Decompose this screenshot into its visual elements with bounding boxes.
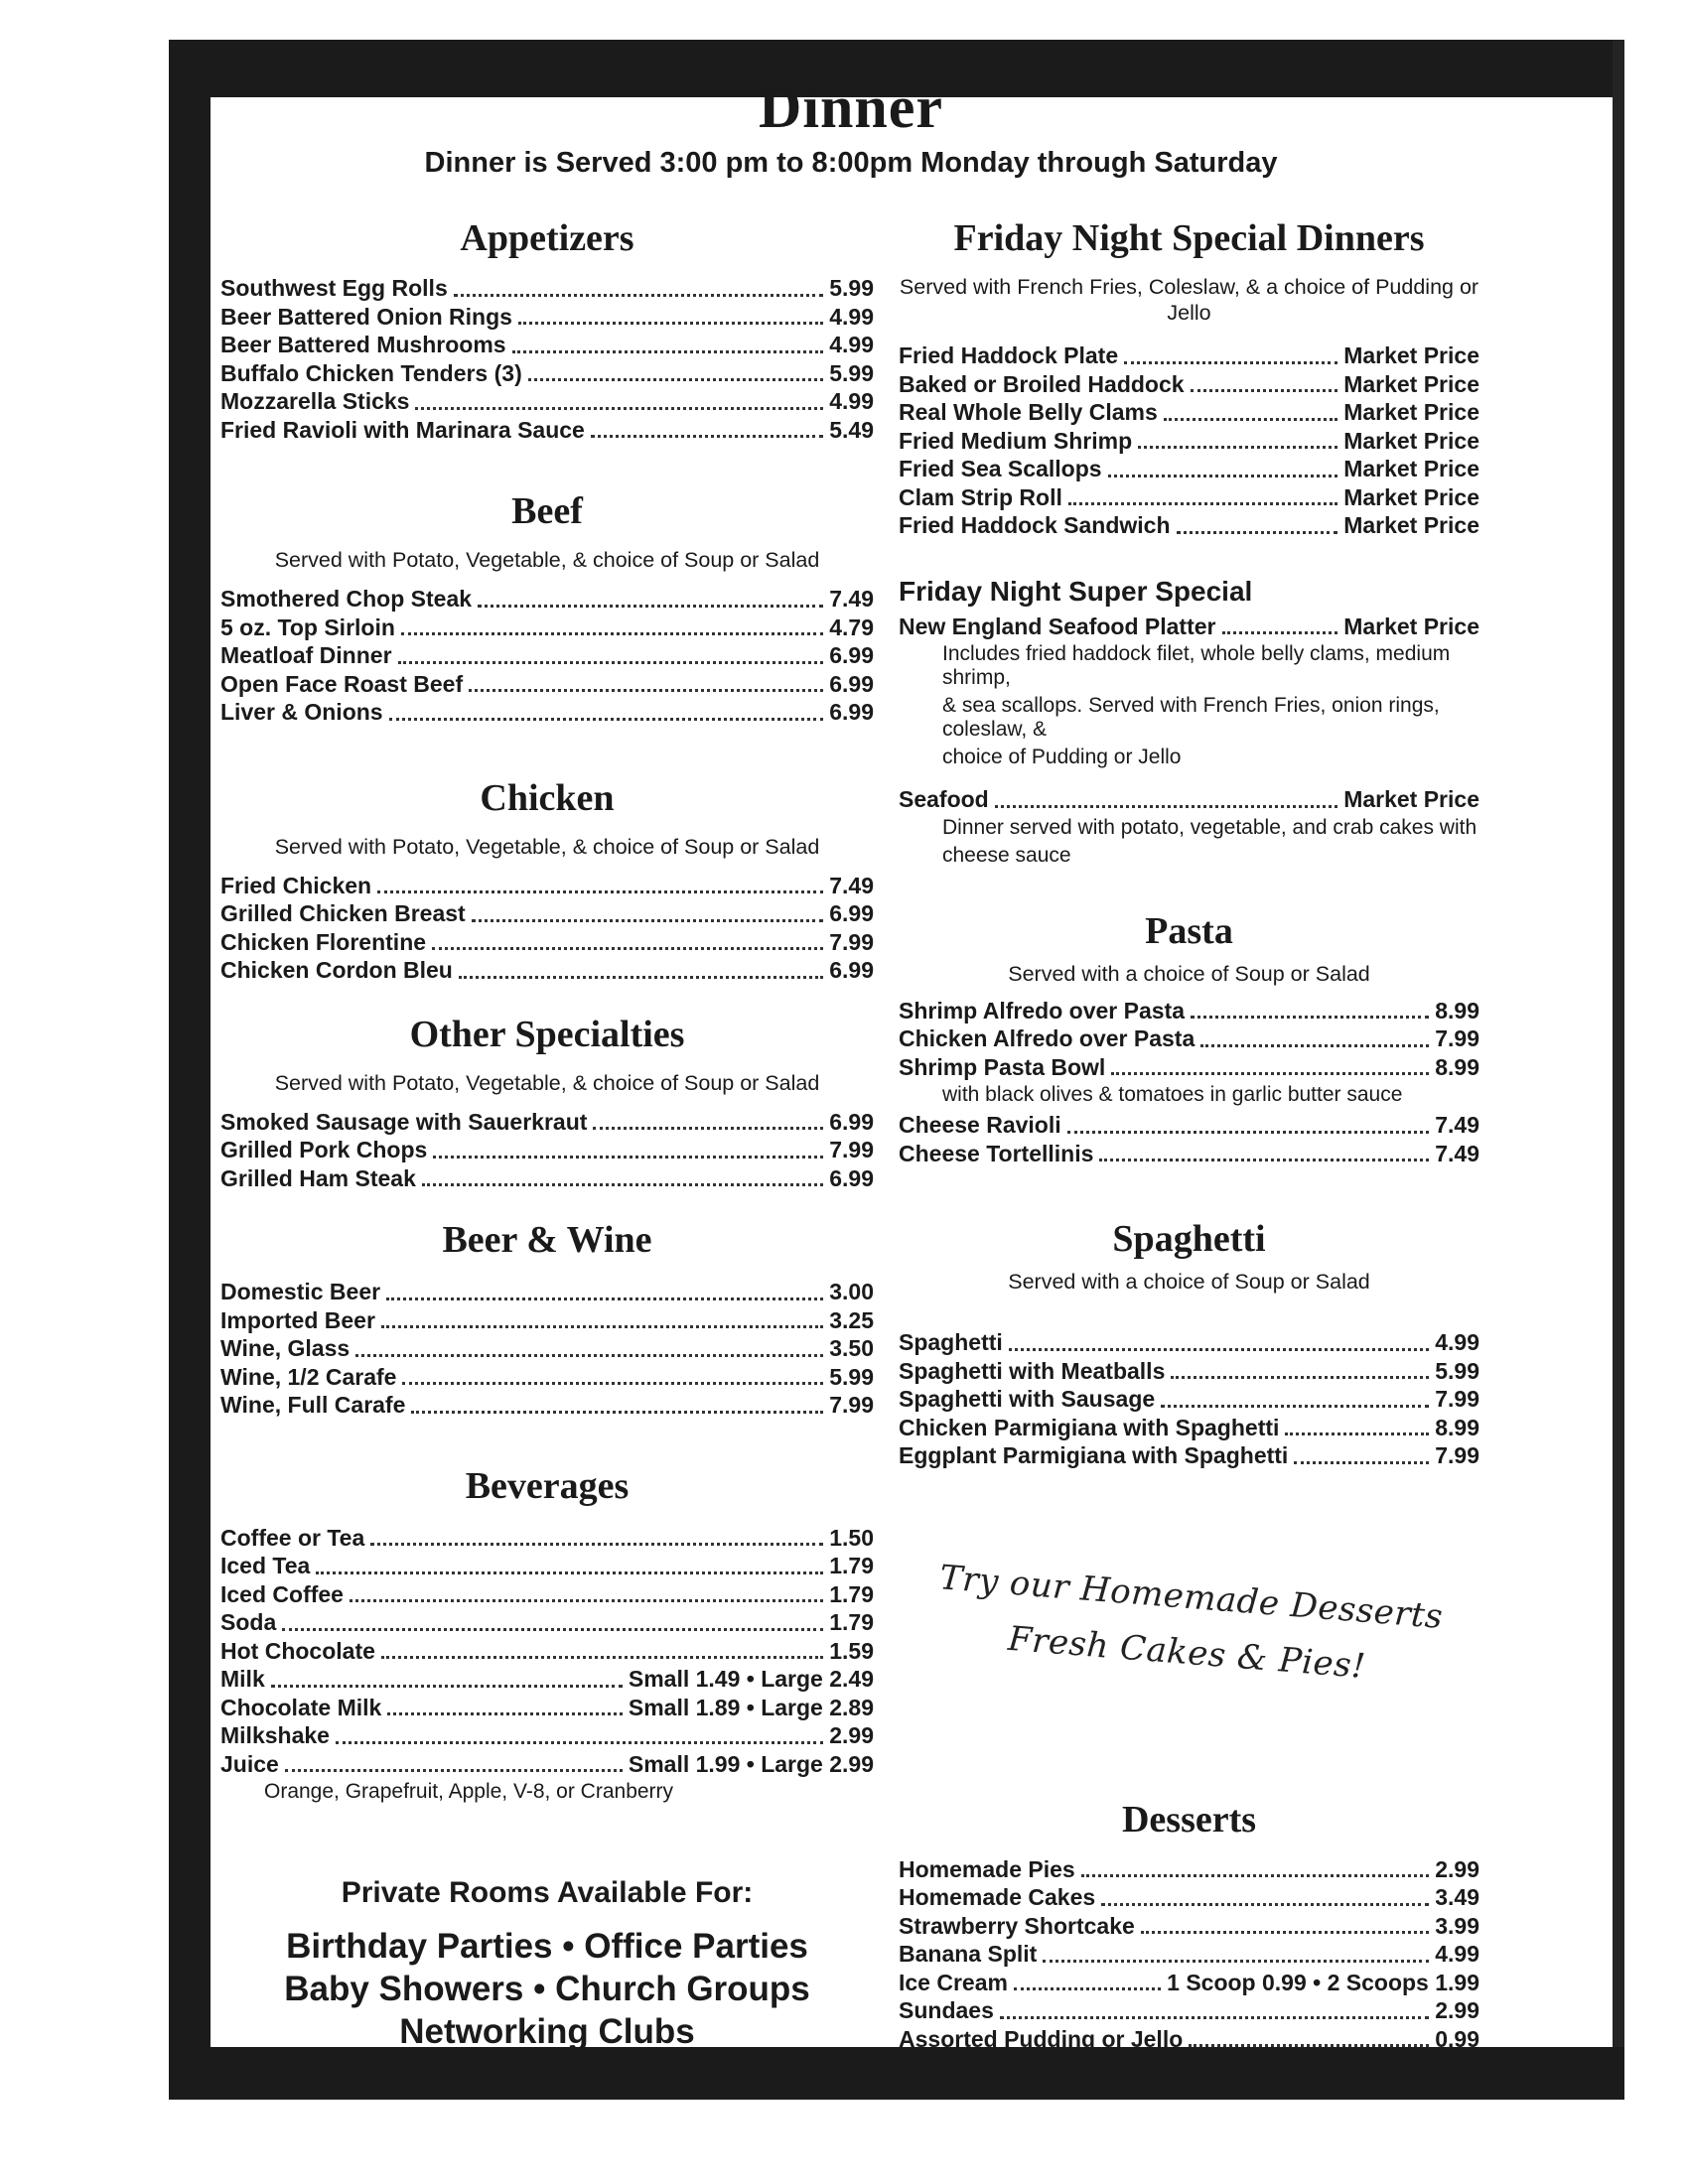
- section-heading: Friday Night Special Dinners: [953, 217, 1425, 259]
- item-price: 3.00: [829, 1279, 874, 1304]
- item-price: 7.49: [1435, 1140, 1479, 1166]
- item-name: Strawberry Shortcake: [899, 1912, 1135, 1939]
- dot-leader: [350, 1599, 823, 1602]
- menu-item: [220, 1108, 874, 1137]
- menu-item: [899, 1996, 1479, 2025]
- item-name: New England Seafood Platter: [899, 613, 1216, 639]
- section-heading: Appetizers: [460, 217, 634, 259]
- menu-item: [899, 1140, 1479, 1168]
- dot-leader: [459, 976, 823, 979]
- item-price: 5.99: [829, 359, 874, 386]
- dot-leader: [432, 947, 823, 950]
- section-heading: Chicken: [480, 776, 615, 819]
- section-beer-wine: [220, 1218, 874, 1420]
- menu-item: [220, 387, 874, 416]
- item-price: 4.79: [829, 614, 874, 640]
- item-name: Fried Sea Scallops: [899, 456, 1102, 481]
- dot-leader: [518, 322, 823, 325]
- item-name: Milk: [220, 1666, 265, 1692]
- item-name: Spaghetti with Sausage: [899, 1386, 1156, 1412]
- right-column: [899, 216, 1479, 2053]
- item-price: Market Price: [1343, 512, 1479, 538]
- item-description: Dinner served with potato, vegetable, and crab cakes with: [942, 815, 1477, 839]
- item-price: 7.99: [1435, 1442, 1479, 1468]
- item-price: 5.99: [829, 1363, 874, 1390]
- item-name: Ice Cream: [899, 1969, 1008, 1995]
- item-price: 6.99: [829, 1164, 874, 1191]
- item-price: 1.79: [829, 1580, 874, 1607]
- section-desserts: [899, 1798, 1479, 2054]
- item-price: 1.50: [829, 1524, 874, 1551]
- section-note: Served with Potato, Vegetable, & choice of Soup or Salad: [274, 548, 820, 572]
- item-name: Homemade Cakes: [899, 1884, 1096, 1910]
- item-name: Grilled Chicken Breast: [220, 900, 466, 926]
- menu-item: [899, 483, 1479, 512]
- item-name: Chicken Alfredo over Pasta: [899, 1025, 1196, 1051]
- dot-leader: [282, 1628, 823, 1631]
- menu-item: [220, 303, 874, 332]
- menu-item: [899, 398, 1479, 427]
- item-name: Wine, 1/2 Carafe: [220, 1363, 397, 1390]
- item-price: Market Price: [1343, 483, 1479, 510]
- menu-item: [220, 614, 874, 642]
- dot-leader: [1101, 1903, 1429, 1906]
- item-name: 5 oz. Top Sirloin: [220, 614, 395, 640]
- dot-leader: [1043, 1960, 1429, 1963]
- item-price: 8.99: [1435, 1053, 1479, 1080]
- banner-line: Private Rooms Available For:: [341, 1876, 754, 1909]
- item-description: cheese sauce: [942, 843, 1071, 867]
- menu-item: [220, 1580, 874, 1609]
- item-name: Southwest Egg Rolls: [220, 275, 448, 301]
- item-price: 3.25: [829, 1306, 874, 1333]
- menu-item: [220, 1136, 874, 1164]
- item-name: Beer Battered Mushrooms: [220, 332, 506, 357]
- item-price: 4.99: [1435, 1329, 1479, 1355]
- item-price: 3.50: [829, 1335, 874, 1361]
- item-name: Soda: [220, 1609, 277, 1635]
- dot-leader: [386, 1297, 823, 1300]
- section-heading: Spaghetti: [1112, 1218, 1266, 1260]
- item-description: & sea scallops. Served with French Fries, onion rings, coleslaw, &: [942, 694, 1440, 741]
- item-price: 6.99: [829, 699, 874, 725]
- item-price: 8.99: [1435, 997, 1479, 1024]
- dot-leader: [591, 435, 823, 438]
- menu-item: [220, 1694, 874, 1722]
- banner-line: Baby Showers • Church Groups: [284, 1970, 810, 2008]
- item-price: 1.79: [829, 1553, 874, 1578]
- menu-item: [220, 1552, 874, 1580]
- item-name: Wine, Full Carafe: [220, 1392, 406, 1418]
- dot-leader: [1191, 389, 1338, 392]
- dot-leader: [381, 1325, 823, 1328]
- section-note: Served with Potato, Vegetable, & choice of Soup or Salad: [274, 1070, 820, 1095]
- dot-leader: [377, 890, 823, 893]
- dot-leader: [355, 1354, 823, 1357]
- dot-leader: [995, 805, 1337, 808]
- section-heading: Other Specialties: [409, 1013, 685, 1055]
- item-price: 1.79: [829, 1609, 874, 1635]
- menu-item: [220, 1608, 874, 1637]
- item-name: Domestic Beer: [220, 1279, 381, 1304]
- section-heading: Beer & Wine: [442, 1219, 652, 1261]
- item-price: 3.49: [1435, 1884, 1479, 1910]
- section-other-specialties: [220, 1013, 874, 1193]
- menu-item: [220, 899, 874, 928]
- item-price: 6.99: [829, 642, 874, 668]
- item-name: Fried Medium Shrimp: [899, 427, 1133, 454]
- dot-leader: [370, 1543, 823, 1546]
- item-name: Liver & Onions: [220, 699, 383, 725]
- dot-leader: [285, 1769, 623, 1772]
- section-spaghetti: [899, 1217, 1479, 1470]
- dot-leader: [478, 605, 823, 608]
- section-note: Served with a choice of Soup or Salad: [1008, 1270, 1370, 1294]
- item-name: Milkshake: [220, 1722, 330, 1748]
- dot-leader: [402, 1382, 823, 1385]
- menu-item: [899, 1328, 1479, 1357]
- menu-item: [899, 1883, 1479, 1912]
- item-price: Market Price: [1343, 342, 1479, 368]
- section-chicken: [220, 776, 874, 985]
- section-appetizers: [220, 216, 874, 444]
- menu-item: [899, 370, 1479, 399]
- menu-item: [899, 613, 1479, 641]
- page-border-bottom: [169, 2047, 1624, 2100]
- dot-leader: [411, 1411, 823, 1414]
- menu-item: [220, 1334, 874, 1363]
- dot-leader: [1138, 446, 1337, 449]
- menu-item: [899, 1940, 1479, 1969]
- section-heading: Desserts: [1121, 1798, 1257, 1841]
- item-name: Spaghetti: [899, 1329, 1003, 1355]
- dot-leader: [271, 1685, 623, 1688]
- item-price: 7.49: [829, 872, 874, 898]
- item-name: Fried Haddock Sandwich: [899, 512, 1171, 538]
- menu-header: [211, 75, 1491, 180]
- item-name: Homemade Pies: [899, 1855, 1075, 1882]
- item-name: Real Whole Belly Clams: [899, 399, 1158, 425]
- dot-leader: [1161, 1405, 1429, 1408]
- section-pasta: [899, 909, 1479, 1168]
- section-heading: Beverages: [465, 1464, 630, 1507]
- item-name: Smoked Sausage with Sauerkraut: [220, 1108, 588, 1135]
- section-note: Served with Potato, Vegetable, & choice of Soup or Salad: [274, 834, 820, 859]
- menu-item: [899, 1912, 1479, 1941]
- section-friday-specials: [899, 216, 1479, 540]
- item-name: Beer Battered Onion Rings: [220, 303, 512, 330]
- item-price: 1.59: [829, 1637, 874, 1664]
- menu-item: [220, 274, 874, 303]
- dot-leader: [1191, 1016, 1429, 1019]
- item-description: Includes fried haddock filet, whole belly clams, medium shrimp,: [942, 642, 1451, 689]
- item-price: 2.99: [1435, 1855, 1479, 1882]
- item-price: Market Price: [1343, 427, 1479, 454]
- item-name: Grilled Pork Chops: [220, 1137, 428, 1162]
- item-description: with black olives & tomatoes in garlic butter sauce: [942, 1083, 1403, 1106]
- section-private-rooms: [220, 1875, 874, 2053]
- menu-item: [220, 928, 874, 957]
- item-name: Imported Beer: [220, 1306, 375, 1333]
- menu-item: [220, 1363, 874, 1392]
- item-price: 7.49: [829, 586, 874, 612]
- item-price: 4.99: [829, 303, 874, 330]
- item-name: Cheese Ravioli: [899, 1112, 1061, 1138]
- item-price: 6.99: [829, 900, 874, 926]
- page-border-right: [1613, 40, 1624, 2100]
- item-price: 5.49: [829, 416, 874, 443]
- page-subtitle: Dinner is Served 3:00 pm to 8:00pm Monday through Saturday: [424, 147, 1278, 179]
- dot-leader: [1222, 631, 1338, 634]
- item-name: Open Face Roast Beef: [220, 670, 464, 697]
- item-price: 8.99: [1435, 1414, 1479, 1440]
- dot-leader: [1200, 1044, 1429, 1047]
- item-price: Market Price: [1343, 370, 1479, 397]
- item-price: Market Price: [1343, 399, 1479, 425]
- item-description: Orange, Grapefruit, Apple, V-8, or Cranberry: [264, 1780, 674, 1803]
- item-name: Iced Coffee: [220, 1580, 344, 1607]
- dot-leader: [1164, 418, 1337, 421]
- banner-line: Networking Clubs: [399, 2012, 695, 2051]
- section-seafood: [899, 785, 1479, 868]
- menu-item: [220, 359, 874, 388]
- dot-leader: [381, 1656, 823, 1659]
- item-name: Wine, Glass: [220, 1335, 351, 1361]
- dot-leader: [1099, 1159, 1429, 1161]
- item-price: Small 1.49 • Large 2.49: [628, 1666, 874, 1692]
- menu-item: [220, 641, 874, 670]
- page-border-left: [169, 40, 211, 2100]
- menu-item: [899, 427, 1479, 456]
- dot-leader: [316, 1571, 823, 1574]
- item-name: Baked or Broiled Haddock: [899, 370, 1185, 397]
- menu-item: [899, 1855, 1479, 1884]
- item-price: 3.99: [1435, 1912, 1479, 1939]
- menu-item: [220, 956, 874, 985]
- menu-item: [220, 698, 874, 727]
- dot-leader: [401, 632, 823, 635]
- item-name: Sundaes: [899, 1997, 994, 2023]
- menu-item: [899, 1357, 1479, 1386]
- item-name: Buffalo Chicken Tenders (3): [220, 359, 522, 386]
- dot-leader: [1000, 2016, 1429, 2019]
- page-title: Dinner: [759, 74, 943, 140]
- item-name: Assorted Pudding or Jello: [899, 2025, 1184, 2052]
- item-name: Clam Strip Roll: [899, 483, 1062, 510]
- item-name: Shrimp Alfredo over Pasta: [899, 997, 1186, 1024]
- dot-leader: [1141, 1931, 1429, 1934]
- menu-item: [899, 1053, 1479, 1082]
- item-price: 6.99: [829, 670, 874, 697]
- dot-leader: [528, 378, 824, 381]
- item-name: Seafood: [899, 786, 989, 812]
- menu-item: [220, 872, 874, 900]
- section-beverages: [220, 1464, 874, 1805]
- section-heading: Beef: [511, 490, 583, 532]
- item-price: 7.99: [1435, 1386, 1479, 1412]
- menu-item: [220, 1164, 874, 1193]
- item-description: choice of Pudding or Jello: [942, 746, 1182, 768]
- menu-item: [899, 341, 1479, 370]
- menu-item: [899, 1111, 1479, 1140]
- dot-leader: [336, 1741, 823, 1744]
- item-name: Iced Tea: [220, 1553, 311, 1578]
- dot-leader: [387, 1712, 623, 1715]
- menu-item: [220, 1721, 874, 1750]
- menu-item: [899, 511, 1479, 540]
- handwritten-note: Try our Homemade Desserts: [937, 1557, 1445, 1637]
- dot-leader: [593, 1127, 823, 1130]
- section-beef: [220, 489, 874, 727]
- dot-leader: [1124, 361, 1337, 364]
- dot-leader: [512, 350, 824, 353]
- menu-item: [220, 1278, 874, 1306]
- section-note: Served with French Fries, Coleslaw, & a choice of Pudding or Jello: [899, 275, 1479, 325]
- item-price: Market Price: [1343, 613, 1479, 639]
- item-name: Fried Chicken: [220, 872, 372, 898]
- section-super-special: [899, 575, 1479, 770]
- menu-item: [899, 1024, 1479, 1053]
- dot-leader: [1081, 1874, 1430, 1877]
- menu-item: [220, 1391, 874, 1420]
- item-name: Chocolate Milk: [220, 1694, 382, 1720]
- menu-item: [220, 416, 874, 445]
- section-note: Served with a choice of Soup or Salad: [1008, 961, 1370, 986]
- item-price: 6.99: [829, 957, 874, 983]
- item-name: Chicken Cordon Bleu: [220, 957, 453, 983]
- left-column: [220, 216, 874, 2053]
- dot-leader: [433, 1156, 823, 1159]
- dot-leader: [1014, 1987, 1161, 1990]
- dot-leader: [1068, 502, 1337, 505]
- item-name: Chicken Florentine: [220, 928, 427, 955]
- dot-leader: [1294, 1461, 1429, 1464]
- item-name: Juice: [220, 1750, 279, 1777]
- menu-item: [899, 997, 1479, 1025]
- dot-leader: [415, 407, 823, 410]
- dot-leader: [454, 294, 824, 297]
- item-price: Market Price: [1343, 786, 1479, 812]
- item-name: Mozzarella Sticks: [220, 388, 410, 414]
- menu-item: [220, 1524, 874, 1553]
- item-price: 2.99: [829, 1722, 874, 1748]
- dot-leader: [1177, 531, 1338, 534]
- item-price: 5.99: [829, 275, 874, 301]
- item-price: 7.99: [829, 928, 874, 955]
- item-name: Eggplant Parmigiana with Spaghetti: [899, 1442, 1289, 1468]
- item-name: Grilled Ham Steak: [220, 1164, 416, 1191]
- dot-leader: [1108, 475, 1338, 478]
- item-name: Coffee or Tea: [220, 1524, 365, 1551]
- handwritten-note: Fresh Cakes & Pies!: [1006, 1618, 1367, 1687]
- item-price: Small 1.89 • Large 2.89: [628, 1694, 874, 1720]
- menu-item: [899, 2025, 1479, 2054]
- dot-leader: [1189, 2044, 1429, 2047]
- item-price: 7.99: [829, 1137, 874, 1162]
- menu-item: [899, 1414, 1479, 1442]
- menu-item: [220, 1665, 874, 1694]
- dot-leader: [1171, 1376, 1429, 1379]
- item-name: Shrimp Pasta Bowl: [899, 1053, 1106, 1080]
- menu-item: [220, 585, 874, 614]
- item-price: 7.49: [1435, 1112, 1479, 1138]
- item-name: Hot Chocolate: [220, 1637, 375, 1664]
- dot-leader: [1009, 1348, 1429, 1351]
- menu-item: [220, 670, 874, 699]
- dot-leader: [1285, 1433, 1429, 1435]
- item-name: Banana Split: [899, 1941, 1038, 1967]
- item-price: 0.99: [1435, 2025, 1479, 2052]
- dot-leader: [1067, 1131, 1430, 1134]
- item-price: 7.99: [1435, 1025, 1479, 1051]
- menu-item: [220, 1637, 874, 1666]
- menu-item: [899, 1969, 1479, 1997]
- section-desserts-script: [896, 1547, 1483, 1704]
- item-price: 5.99: [1435, 1357, 1479, 1384]
- section-heading: Pasta: [1145, 909, 1233, 952]
- item-price: 7.99: [829, 1392, 874, 1418]
- dot-leader: [389, 718, 824, 721]
- menu-item: [220, 1750, 874, 1779]
- item-name: Chicken Parmigiana with Spaghetti: [899, 1414, 1280, 1440]
- item-name: Fried Ravioli with Marinara Sauce: [220, 416, 585, 443]
- item-price: 6.99: [829, 1108, 874, 1135]
- section-heading: Friday Night Super Special: [899, 575, 1253, 607]
- dot-leader: [469, 689, 823, 692]
- item-name: Smothered Chop Steak: [220, 586, 473, 612]
- item-price: Market Price: [1343, 456, 1479, 481]
- menu-item: [899, 1385, 1479, 1414]
- item-price: Small 1.99 • Large 2.99: [628, 1750, 874, 1777]
- item-name: Fried Haddock Plate: [899, 342, 1119, 368]
- item-price: 4.99: [829, 332, 874, 357]
- menu-item: [899, 455, 1479, 483]
- item-name: Cheese Tortellinis: [899, 1140, 1094, 1166]
- dot-leader: [1111, 1072, 1429, 1075]
- dot-leader: [472, 919, 824, 922]
- item-name: Spaghetti with Meatballs: [899, 1357, 1166, 1384]
- dot-leader: [398, 661, 824, 664]
- item-price: 4.99: [829, 388, 874, 414]
- item-price: 1 Scoop 0.99 • 2 Scoops 1.99: [1167, 1969, 1479, 1995]
- menu-item: [220, 331, 874, 359]
- menu-item: [899, 1441, 1479, 1470]
- menu-item: [220, 1306, 874, 1335]
- menu-item: [899, 785, 1479, 814]
- banner-line: Birthday Parties • Office Parties: [286, 1927, 808, 1966]
- item-price: 2.99: [1435, 1997, 1479, 2023]
- dot-leader: [422, 1183, 823, 1186]
- item-name: Meatloaf Dinner: [220, 642, 392, 668]
- item-price: 4.99: [1435, 1941, 1479, 1967]
